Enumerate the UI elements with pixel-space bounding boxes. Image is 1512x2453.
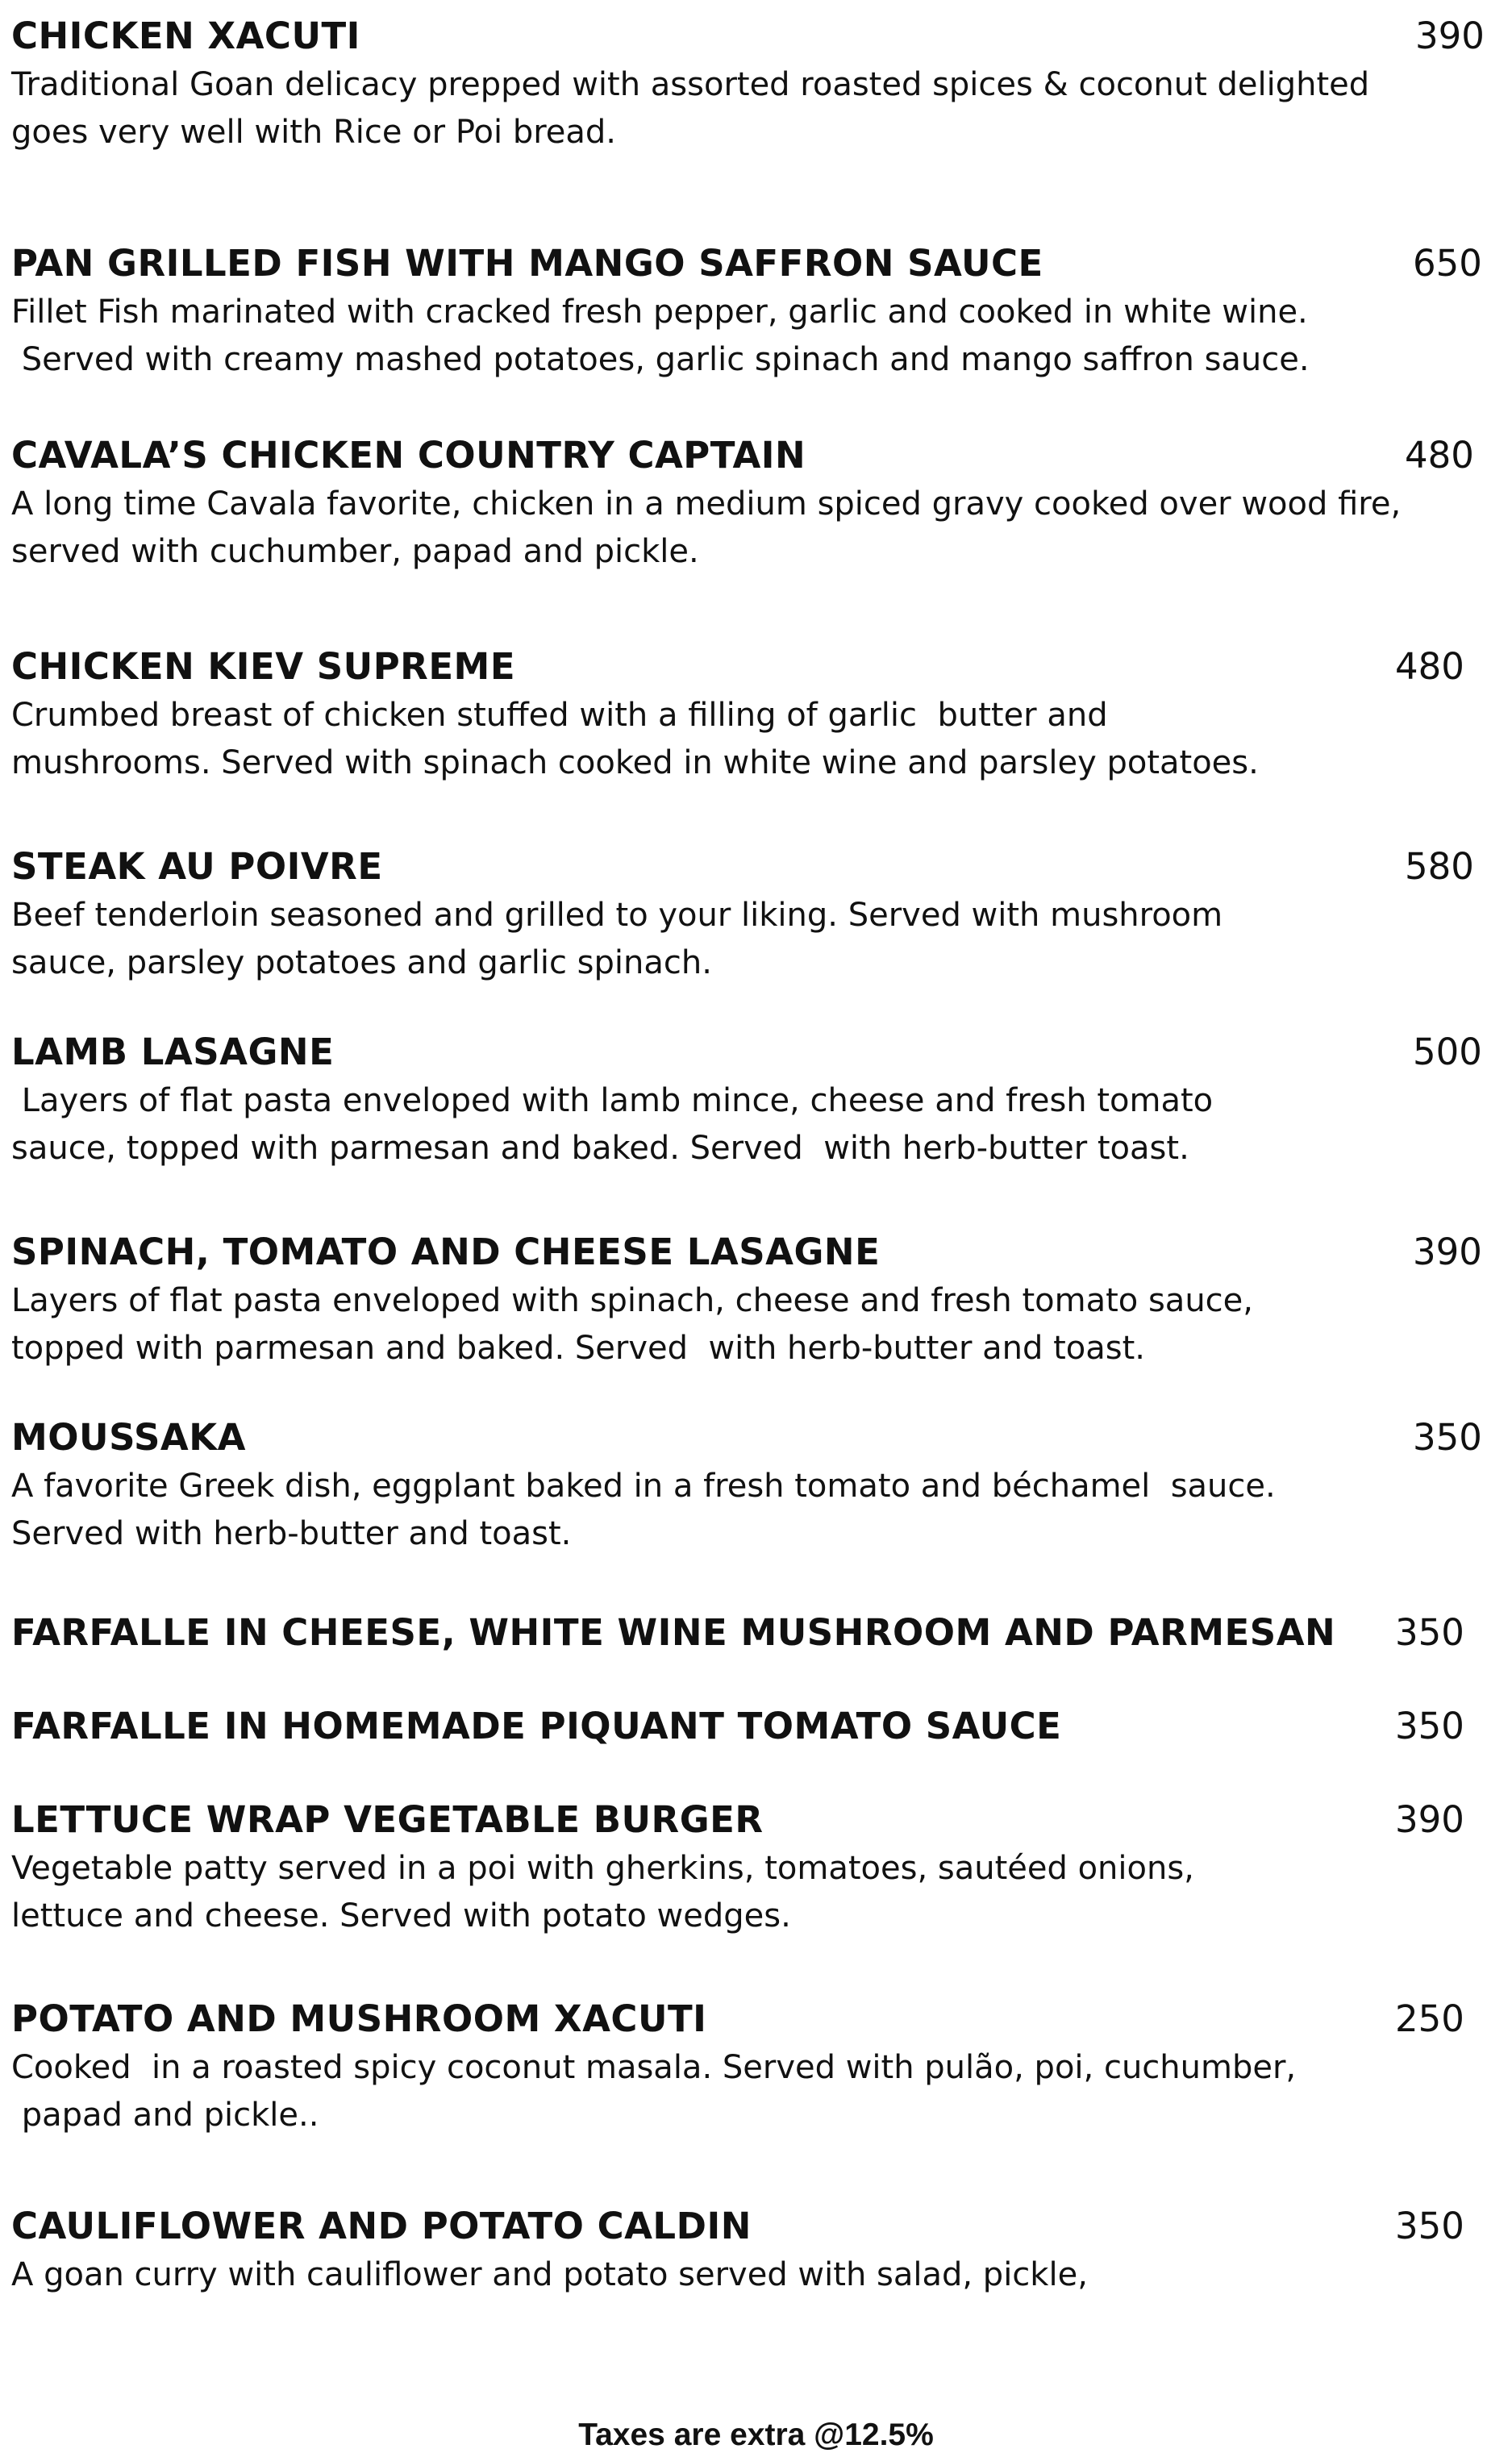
dish-description-line: Layers of flat pasta enveloped with lamb mince, cheese and fresh tomato bbox=[11, 1082, 1214, 1119]
dish-description-line: Fillet Fish marinated with cracked fresh pepper, garlic and cooked in white wine. bbox=[11, 294, 1308, 331]
dish-description-line: A goan curry with cauliflower and potato served with salad, pickle, bbox=[11, 2256, 1088, 2293]
dish-description-line: mushrooms. Served with spinach cooked in white wine and parsley potatoes. bbox=[11, 744, 1259, 781]
dish-price: 250 bbox=[1395, 1997, 1464, 2040]
dish-name: CHICKEN KIEV SUPREME bbox=[11, 645, 516, 688]
dish-description-line: A long time Cavala favorite, chicken in a medium spiced gravy cooked over wood fire, bbox=[11, 485, 1402, 523]
dish-price: 500 bbox=[1413, 1031, 1482, 1073]
dish-price: 480 bbox=[1405, 434, 1474, 477]
dish-description-line: A favorite Greek dish, eggplant baked in a fresh tomato and béchamel sauce. bbox=[11, 1468, 1276, 1505]
dish-description-line: Beef tenderloin seasoned and grilled to your liking. Served with mushroom bbox=[11, 897, 1223, 934]
tax-note: Taxes are extra @12.5% bbox=[578, 2418, 934, 2452]
dish-price: 580 bbox=[1405, 845, 1474, 888]
dish-name: FARFALLE IN HOMEMADE PIQUANT TOMATO SAUCE bbox=[11, 1705, 1062, 1747]
dish-description-line: Layers of flat pasta enveloped with spinach, cheese and fresh tomato sauce, bbox=[11, 1282, 1253, 1319]
dish-name: PAN GRILLED FISH WITH MANGO SAFFRON SAUCE bbox=[11, 242, 1043, 285]
dish-price: 350 bbox=[1413, 1416, 1482, 1459]
dish-description-line: sauce, topped with parmesan and baked. Served with herb-butter toast. bbox=[11, 1130, 1189, 1167]
dish-description-line: papad and pickle.. bbox=[11, 2097, 319, 2134]
dish-name: LAMB LASAGNE bbox=[11, 1031, 335, 1073]
dish-description-line: Vegetable patty served in a poi with gherkins, tomatoes, sautéed onions, bbox=[11, 1850, 1194, 1887]
dish-description-line: served with cuchumber, papad and pickle. bbox=[11, 533, 699, 570]
dish-description-line: Served with herb-butter and toast. bbox=[11, 1515, 572, 1552]
dish-description-line: lettuce and cheese. Served with potato wedges. bbox=[11, 1897, 791, 1934]
dish-name: CHICKEN XACUTI bbox=[11, 15, 360, 57]
dish-description-line: Cooked in a roasted spicy coconut masala. Served with pulão, poi, cuchumber, bbox=[11, 2049, 1297, 2086]
dish-name: LETTUCE WRAP VEGETABLE BURGER bbox=[11, 1798, 764, 1841]
dish-price: 390 bbox=[1395, 1798, 1464, 1841]
dish-description-line: Served with creamy mashed potatoes, garlic spinach and mango saffron sauce. bbox=[11, 341, 1310, 378]
dish-price: 480 bbox=[1395, 645, 1464, 688]
dish-description-line: topped with parmesan and baked. Served with herb-butter and toast. bbox=[11, 1330, 1146, 1367]
dish-name: STEAK AU POIVRE bbox=[11, 845, 383, 888]
dish-price: 390 bbox=[1415, 15, 1485, 57]
dish-price: 350 bbox=[1395, 2205, 1464, 2247]
dish-name: SPINACH, TOMATO AND CHEESE LASAGNE bbox=[11, 1231, 881, 1273]
dish-description-line: Traditional Goan delicacy prepped with assorted roasted spices & coconut delighted bbox=[11, 66, 1370, 103]
dish-description-line: sauce, parsley potatoes and garlic spinach. bbox=[11, 944, 712, 981]
dish-name: MOUSSAKA bbox=[11, 1416, 246, 1459]
dish-description-line: Crumbed breast of chicken stuffed with a filling of garlic butter and bbox=[11, 697, 1108, 734]
dish-price: 350 bbox=[1395, 1705, 1464, 1747]
dish-description-line: goes very well with Rice or Poi bread. bbox=[11, 114, 617, 151]
dish-name: CAVALA’S CHICKEN COUNTRY CAPTAIN bbox=[11, 434, 806, 477]
dish-price: 350 bbox=[1395, 1611, 1464, 1654]
dish-name: FARFALLE IN CHEESE, WHITE WINE MUSHROOM AND PARMESAN bbox=[11, 1611, 1336, 1654]
dish-price: 390 bbox=[1413, 1231, 1482, 1273]
dish-name: POTATO AND MUSHROOM XACUTI bbox=[11, 1997, 707, 2040]
dish-price: 650 bbox=[1413, 242, 1482, 285]
dish-name: CAULIFLOWER AND POTATO CALDIN bbox=[11, 2205, 752, 2247]
